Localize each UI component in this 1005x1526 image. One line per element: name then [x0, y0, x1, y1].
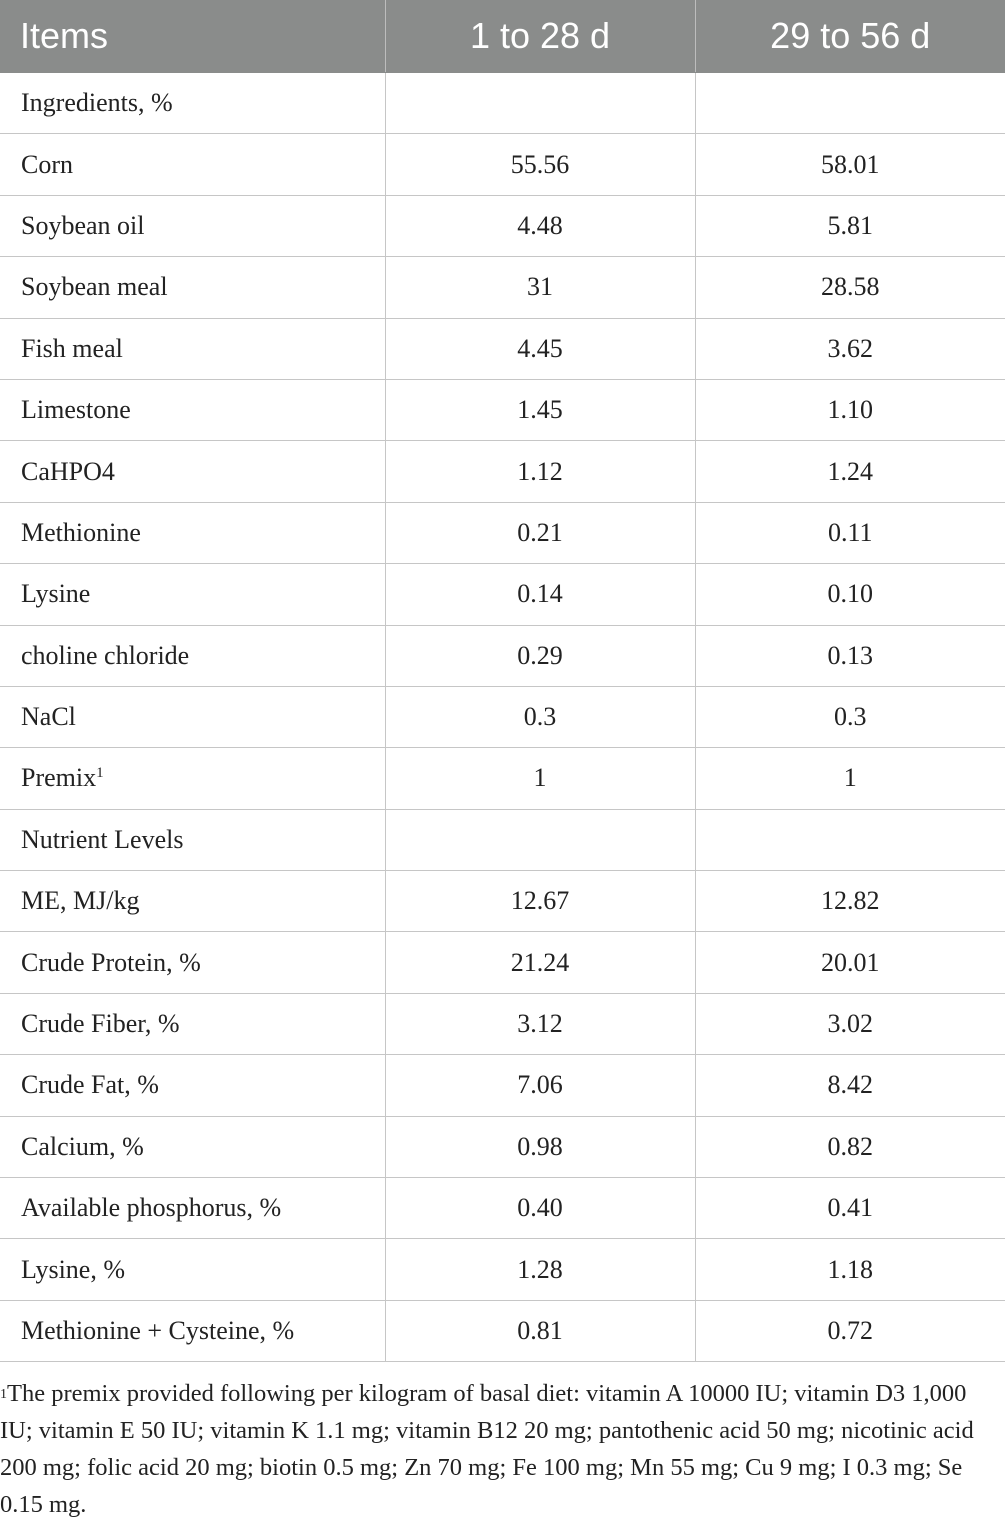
item-label: CaHPO4 [21, 456, 115, 486]
item-label: Limestone [21, 395, 131, 425]
item-cell [0, 1178, 385, 1239]
item-cell [0, 871, 385, 932]
item-label: NaCl [21, 702, 76, 732]
item-label: Calcium, % [21, 1131, 144, 1161]
value-1-to-28-d: 4.45 [385, 318, 695, 379]
table-row [0, 1116, 1005, 1177]
table-row [0, 134, 1005, 195]
value-29-to-56-d: 12.82 [695, 871, 1005, 932]
item-label: Crude Fat, % [21, 1070, 159, 1100]
value-29-to-56-d [695, 73, 1005, 134]
item-cell [0, 502, 385, 563]
header-1-to-28-d: 1 to 28 d [385, 0, 695, 73]
item-cell [0, 73, 385, 134]
table-row [0, 318, 1005, 379]
value-29-to-56-d: 0.3 [695, 686, 1005, 747]
premix-footnote [0, 1375, 1000, 1523]
value-29-to-56-d: 5.81 [695, 195, 1005, 256]
table-row [0, 932, 1005, 993]
value-29-to-56-d: 0.11 [695, 502, 1005, 563]
table-row [0, 73, 1005, 134]
item-label: Soybean oil [21, 210, 145, 240]
footnote-marker: 1 [0, 1387, 7, 1402]
item-cell [0, 625, 385, 686]
table-row [0, 257, 1005, 318]
table-row [0, 379, 1005, 440]
item-label: Available phosphorus, % [21, 1193, 282, 1223]
table-row [0, 686, 1005, 747]
value-1-to-28-d: 0.81 [385, 1300, 695, 1361]
value-29-to-56-d: 0.72 [695, 1300, 1005, 1361]
item-cell [0, 318, 385, 379]
item-cell [0, 809, 385, 870]
table-row [0, 195, 1005, 256]
value-1-to-28-d: 7.06 [385, 1055, 695, 1116]
value-1-to-28-d: 0.40 [385, 1178, 695, 1239]
item-cell [0, 257, 385, 318]
value-1-to-28-d [385, 809, 695, 870]
item-label: Crude Fiber, % [21, 1009, 180, 1039]
item-cell [0, 1055, 385, 1116]
item-label: Premix [21, 763, 97, 793]
item-label: Lysine [21, 579, 91, 609]
value-1-to-28-d: 12.67 [385, 871, 695, 932]
table-row [0, 1300, 1005, 1361]
item-cell [0, 748, 385, 809]
table-row [0, 1239, 1005, 1300]
value-1-to-28-d: 4.48 [385, 195, 695, 256]
value-29-to-56-d: 1.18 [695, 1239, 1005, 1300]
item-cell [0, 379, 385, 440]
value-29-to-56-d: 1.10 [695, 379, 1005, 440]
item-label: Corn [21, 149, 73, 179]
value-29-to-56-d: 3.62 [695, 318, 1005, 379]
table-row [0, 502, 1005, 563]
table-row [0, 809, 1005, 870]
value-1-to-28-d: 31 [385, 257, 695, 318]
value-1-to-28-d: 0.14 [385, 564, 695, 625]
table-row [0, 564, 1005, 625]
table-header-row [0, 0, 1005, 73]
table-row [0, 441, 1005, 502]
value-1-to-28-d: 1.12 [385, 441, 695, 502]
item-cell [0, 195, 385, 256]
value-1-to-28-d: 0.3 [385, 686, 695, 747]
value-29-to-56-d: 1 [695, 748, 1005, 809]
value-1-to-28-d [385, 73, 695, 134]
item-label: Nutrient Levels [21, 824, 184, 854]
item-label: Ingredients, % [21, 88, 173, 118]
table-row [0, 748, 1005, 809]
value-1-to-28-d: 55.56 [385, 134, 695, 195]
value-1-to-28-d: 0.98 [385, 1116, 695, 1177]
item-label: Methionine [21, 517, 141, 547]
value-1-to-28-d: 3.12 [385, 993, 695, 1054]
item-label: Methionine + Cysteine, % [21, 1316, 295, 1345]
item-cell [0, 932, 385, 993]
value-1-to-28-d: 21.24 [385, 932, 695, 993]
value-1-to-28-d: 1.28 [385, 1239, 695, 1300]
table-row [0, 1055, 1005, 1116]
value-29-to-56-d: 0.13 [695, 625, 1005, 686]
header-items: Items [0, 0, 385, 73]
value-1-to-28-d: 0.21 [385, 502, 695, 563]
item-cell [0, 134, 385, 195]
table-row [0, 871, 1005, 932]
value-29-to-56-d: 20.01 [695, 932, 1005, 993]
item-label: choline chloride [21, 640, 190, 670]
value-29-to-56-d: 28.58 [695, 257, 1005, 318]
item-cell [0, 564, 385, 625]
value-29-to-56-d: 0.41 [695, 1178, 1005, 1239]
value-1-to-28-d: 1.45 [385, 379, 695, 440]
value-29-to-56-d: 3.02 [695, 993, 1005, 1054]
value-1-to-28-d: 1 [385, 748, 695, 809]
footnote-text: The premix provided following per kilogram of basal diet: vitamin A 10000 IU; vitamin D3 1,000 IU; vitamin E 50 IU; vitamin K 1.1 mg; vitamin B12 20 mg; pantothenic acid 50 mg; nicotinic acid 200 mg; folic acid 20 mg; biotin 0.5 mg; Zn 70 mg; Fe 100 mg; Mn 55 mg; Cu 9 mg; I 0.3 mg; Se 0.15 mg. [0, 1380, 974, 1518]
item-label: Fish meal [21, 333, 123, 363]
header-29-to-56-d: 29 to 56 d [695, 0, 1005, 73]
value-1-to-28-d: 0.29 [385, 625, 695, 686]
item-label: Lysine, % [21, 1254, 125, 1284]
item-cell [0, 1300, 385, 1361]
value-29-to-56-d: 1.24 [695, 441, 1005, 502]
value-29-to-56-d [695, 809, 1005, 870]
value-29-to-56-d: 0.10 [695, 564, 1005, 625]
table-body [0, 73, 1005, 1362]
value-29-to-56-d: 0.82 [695, 1116, 1005, 1177]
value-29-to-56-d: 8.42 [695, 1055, 1005, 1116]
item-cell [0, 686, 385, 747]
item-cell [0, 1239, 385, 1300]
item-label: ME, MJ/kg [21, 886, 140, 916]
table-row [0, 625, 1005, 686]
item-label: Soybean meal [21, 272, 168, 302]
item-cell [0, 441, 385, 502]
item-label: Crude Protein, % [21, 947, 201, 977]
table-row [0, 993, 1005, 1054]
item-cell [0, 1116, 385, 1177]
footnote-ref: 1 [96, 765, 104, 782]
table-row [0, 1178, 1005, 1239]
item-cell [0, 993, 385, 1054]
value-29-to-56-d: 58.01 [695, 134, 1005, 195]
